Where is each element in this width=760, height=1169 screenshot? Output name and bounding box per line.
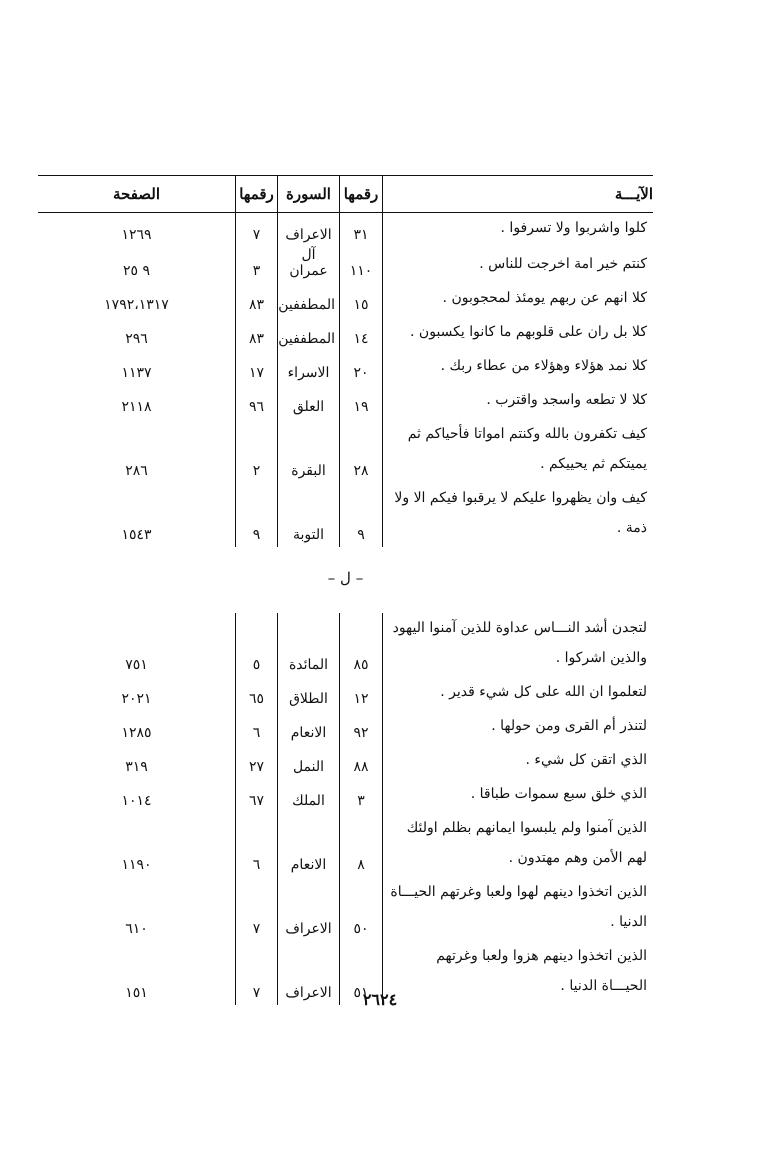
sura-name: التوبة [278, 483, 340, 547]
page-reference: ٢١١٨ [38, 385, 236, 419]
header-page: الصفحة [38, 176, 236, 213]
table-row [38, 745, 653, 779]
table-row [38, 711, 653, 745]
aya-text: كلوا واشربوا ولا تسرفوا . [500, 220, 647, 236]
table-row [38, 779, 653, 813]
sura-name: المطففين [278, 317, 340, 351]
page-reference: ١١٣٧ [38, 351, 236, 385]
sura-number: ١٧ [236, 351, 278, 385]
aya-text: الذين اتخذوا دينهم لهوا ولعبا وغرتهم الحيـــاة الدنيا . [390, 884, 647, 930]
page-reference: ١٢٦٩ [38, 213, 236, 248]
table-header-row [38, 176, 653, 213]
sura-number: ٩٦ [236, 385, 278, 419]
aya-number: ٥٠ [340, 877, 383, 941]
section-divider-row [38, 547, 653, 613]
table-row [38, 813, 653, 877]
page-reference: ١٢٨٥ [38, 711, 236, 745]
table-row [38, 613, 653, 677]
aya-number: ٢٨ [340, 419, 383, 483]
sura-number: ٦٧ [236, 779, 278, 813]
aya-number: ١١٠ [340, 247, 383, 283]
table-row [38, 283, 653, 317]
aya-text: كلا لا تطعه واسجد واقترب . [486, 392, 647, 408]
aya-number: ٣ [340, 779, 383, 813]
table-row [38, 677, 653, 711]
aya-text: كيف وان يظهروا عليكم لا يرقبوا فيكم الا ولا ذمة . [394, 490, 647, 536]
aya-number: ٨ [340, 813, 383, 877]
table-row [38, 483, 653, 547]
sura-name: العلق [278, 385, 340, 419]
header-aya-number: رقمها [340, 176, 383, 213]
aya-text: لتجدن أشد النـــاس عداوة للذين آمنوا اليهود والذين اشركوا . [392, 620, 647, 666]
sura-name: النمل [278, 745, 340, 779]
sura-number: ٥ [236, 613, 278, 677]
aya-number: ٩٢ [340, 711, 383, 745]
table-row [38, 419, 653, 483]
header-aya: الآيـــة [383, 176, 654, 213]
aya-number: ١٩ [340, 385, 383, 419]
sura-number: ٦ [236, 711, 278, 745]
aya-text: كلا انهم عن ربهم يومئذ لمحجوبون . [442, 290, 647, 306]
page-number: ٢٦٢٤ [362, 990, 398, 1009]
page-reference: ٢٨٦ [38, 419, 236, 483]
sura-number: ٦٥ [236, 677, 278, 711]
aya-number: ٨٥ [340, 613, 383, 677]
sura-number: ٢ [236, 419, 278, 483]
page-reference: ١٥٤٣ [38, 483, 236, 547]
aya-text: الذين اتخذوا دينهم هزوا ولعبا وغرتهم الحيـــاة الدنيا . [436, 948, 647, 994]
aya-text: لتنذر أم القرى ومن حولها . [491, 718, 647, 734]
sura-number: ٢٧ [236, 745, 278, 779]
sura-number: ٧ [236, 213, 278, 248]
section-letter: – ل – [327, 569, 364, 587]
aya-number: ١٤ [340, 317, 383, 351]
verse-index-table [38, 175, 653, 1005]
table-row [38, 317, 653, 351]
aya-number: ٩ [340, 483, 383, 547]
aya-number: ١٥ [340, 283, 383, 317]
aya-text: لتعلموا ان الله على كل شيء قدير . [440, 684, 647, 700]
sura-name: الاعراف [278, 877, 340, 941]
aya-text: كلا بل ران على قلوبهم ما كانوا يكسبون . [410, 324, 647, 340]
page-reference: ٧٥١ [38, 613, 236, 677]
aya-text: الذي اتقن كل شيء . [525, 752, 647, 768]
page-reference: ٣١٩ [38, 745, 236, 779]
page-reference: ٢٠٢١ [38, 677, 236, 711]
sura-number: ٩ [236, 483, 278, 547]
aya-text: كلا نمد هؤلاء وهؤلاء من عطاء ربك . [440, 358, 647, 374]
table-row [38, 385, 653, 419]
index-page [38, 175, 653, 1005]
sura-number: ٧ [236, 941, 278, 1005]
sura-name: الانعام [278, 711, 340, 745]
sura-number: ٨٣ [236, 317, 278, 351]
page-reference: ١٧٩٢،١٣١٧ [38, 283, 236, 317]
page-reference: ١٠١٤ [38, 779, 236, 813]
aya-number: ٣١ [340, 213, 383, 248]
page-reference: ٢٩٦ [38, 317, 236, 351]
table-row [38, 213, 653, 248]
sura-name: البقرة [278, 419, 340, 483]
sura-name: الانعام [278, 813, 340, 877]
sura-name: المطففين [278, 283, 340, 317]
sura-number: ٦ [236, 813, 278, 877]
sura-number: ٧ [236, 877, 278, 941]
table-body [38, 213, 653, 1006]
sura-name: المائدة [278, 613, 340, 677]
table-row [38, 351, 653, 385]
header-sura: السورة [278, 176, 340, 213]
sura-name: الاعراف [278, 941, 340, 1005]
sura-number: ٨٣ [236, 283, 278, 317]
aya-text: كنتم خير امة اخرجت للناس . [479, 256, 647, 272]
aya-text: كيف تكفرون بالله وكنتم امواتا فأحياكم ثم يميتكم ثم يحييكم . [407, 426, 647, 472]
aya-number: ١٢ [340, 677, 383, 711]
sura-name: الملك [278, 779, 340, 813]
sura-name: الاسراء [278, 351, 340, 385]
sura-name: الاعراف [278, 213, 340, 248]
aya-number: ٢٠ [340, 351, 383, 385]
sura-number: ٣ [236, 247, 278, 283]
aya-text: الذي خلق سبع سموات طباقا . [470, 786, 647, 802]
sura-name: آل عمران [278, 247, 340, 283]
sura-name: الطلاق [278, 677, 340, 711]
aya-number: ٥١ [340, 941, 383, 1005]
page-reference: ٩ ٢٥ [38, 247, 236, 283]
aya-text: الذين آمنوا ولم يلبسوا ايمانهم بظلم اولئك لهم الأمن وهم مهتدون . [406, 820, 647, 866]
page-reference: ١٥١ [38, 941, 236, 1005]
table-row [38, 877, 653, 941]
aya-number: ٨٨ [340, 745, 383, 779]
header-sura-number: رقمها [236, 176, 278, 213]
table-row [38, 247, 653, 283]
page-reference: ٦١٠ [38, 877, 236, 941]
page-reference: ١١٩٠ [38, 813, 236, 877]
